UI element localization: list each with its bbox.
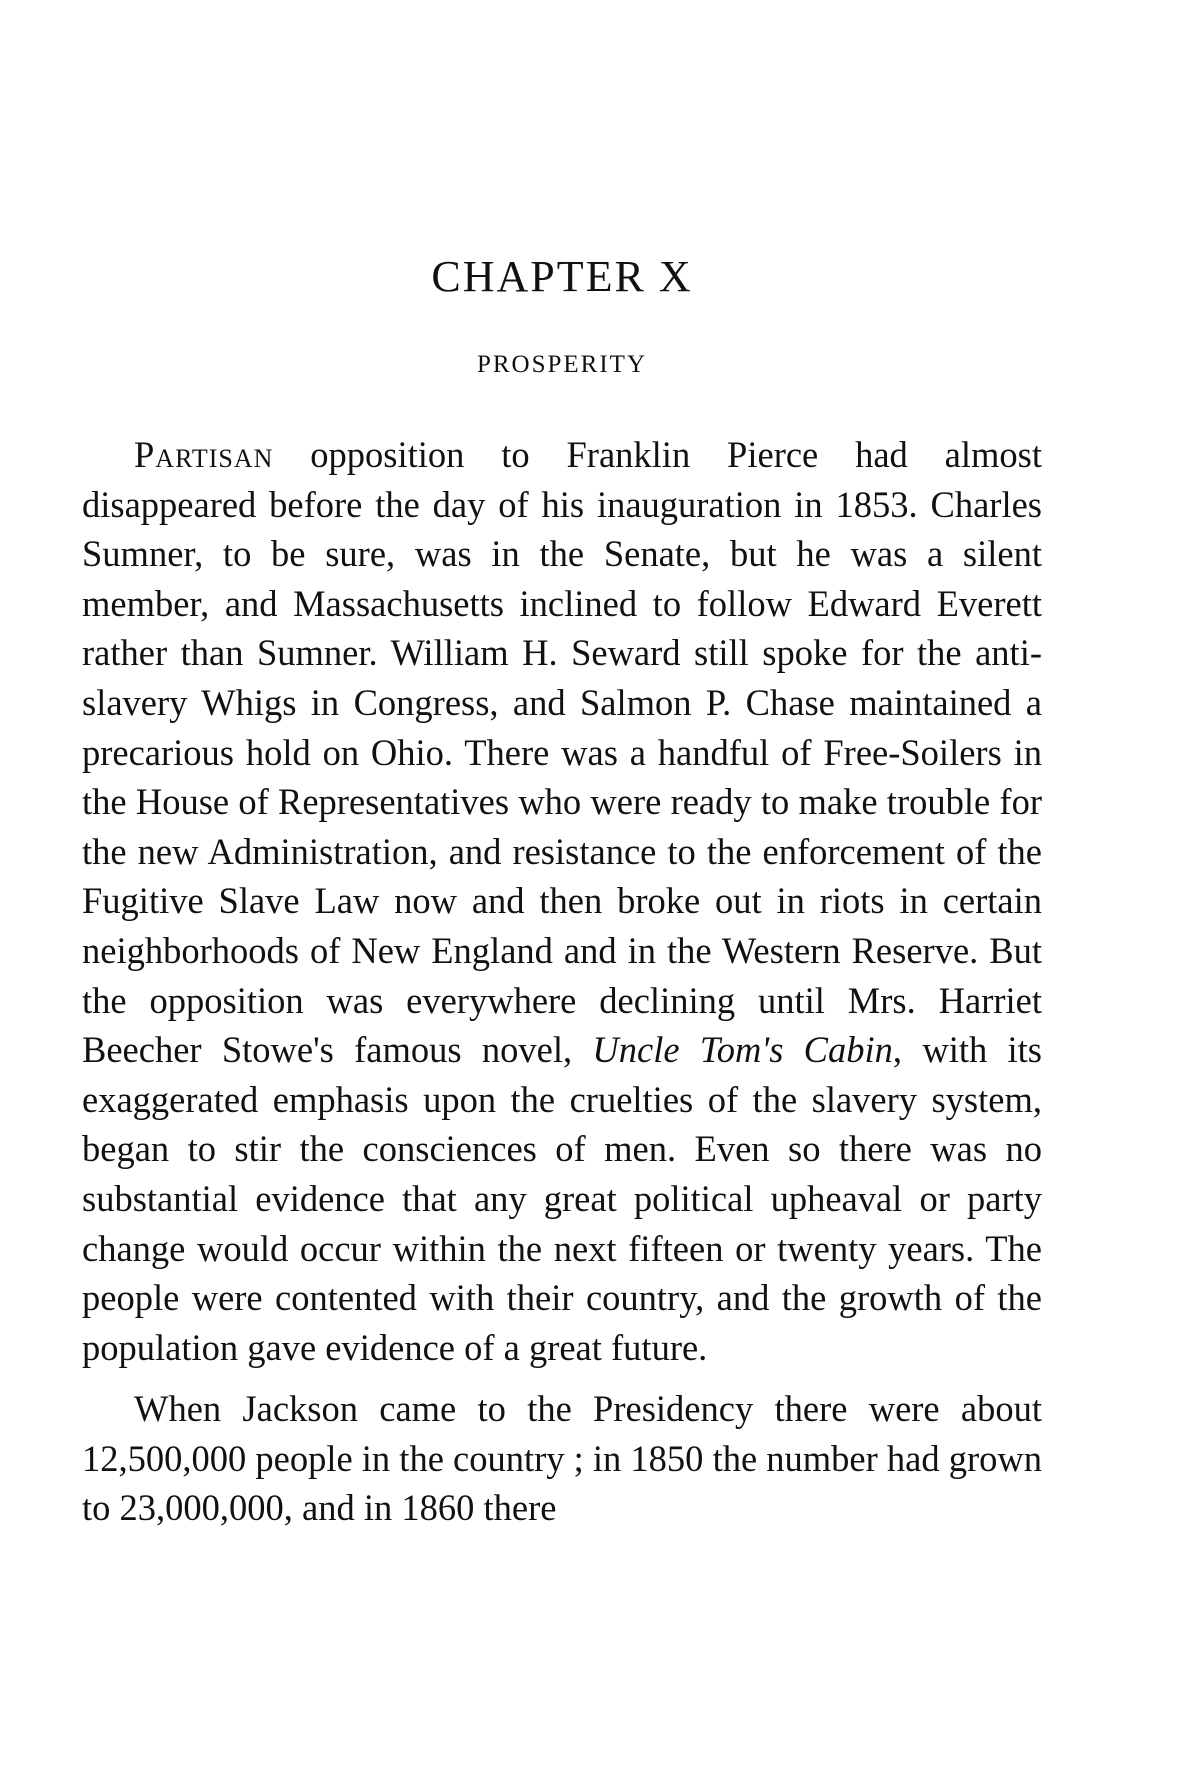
paragraph-1-text: opposition to Franklin Pierce had almost disappeared before the day of his inauguration in 1853. Charles Sumner, to be sure, was in the Senate, but he was a silent member, and Massachusetts inclined to follow Edward Everett rather than Sumner. William H. Seward still spoke for the anti-slavery Whigs in Congress, and Salmon P. Chase maintained a precarious hold on Ohio. There was a handful of Free-Soilers in the House of Representatives who were ready to make trouble for the new Administration, and resistance to the enforcement of the Fugitive Slave Law now and then broke out in riots in certain neighborhoods of New England and in the Western Reserve. But the opposition was everywhere declining until Mrs. Harriet Beecher Stowe's famous novel,: [82, 434, 1042, 1071]
book-title: Uncle Tom's Cabin: [592, 1029, 893, 1071]
body-text: [82, 430, 1042, 1533]
chapter-heading: CHAPTER X: [431, 252, 693, 301]
paragraph-2: When Jackson came to the Presidency there were about 12,500,000 people in the country ; in 1850 the number had grown to 23,000,000, and in 1860 there: [82, 1388, 1042, 1529]
paragraph-1-text-after: , with its exaggerated emphasis upon the cruelties of the slavery system, began to stir the consciences of men. Even so there was no substantial evidence that any great political upheaval or party change would occur within the next fifteen or twenty years. The people were contented with their country, and the growth of the population gave evidence of a great future.: [82, 1029, 1042, 1368]
book-page: [82, 0, 1042, 1776]
chapter-subheading: PROSPERITY: [476, 351, 648, 378]
paragraph-1: [82, 430, 1042, 1372]
paragraph-lead-in: Partisan: [134, 434, 274, 475]
